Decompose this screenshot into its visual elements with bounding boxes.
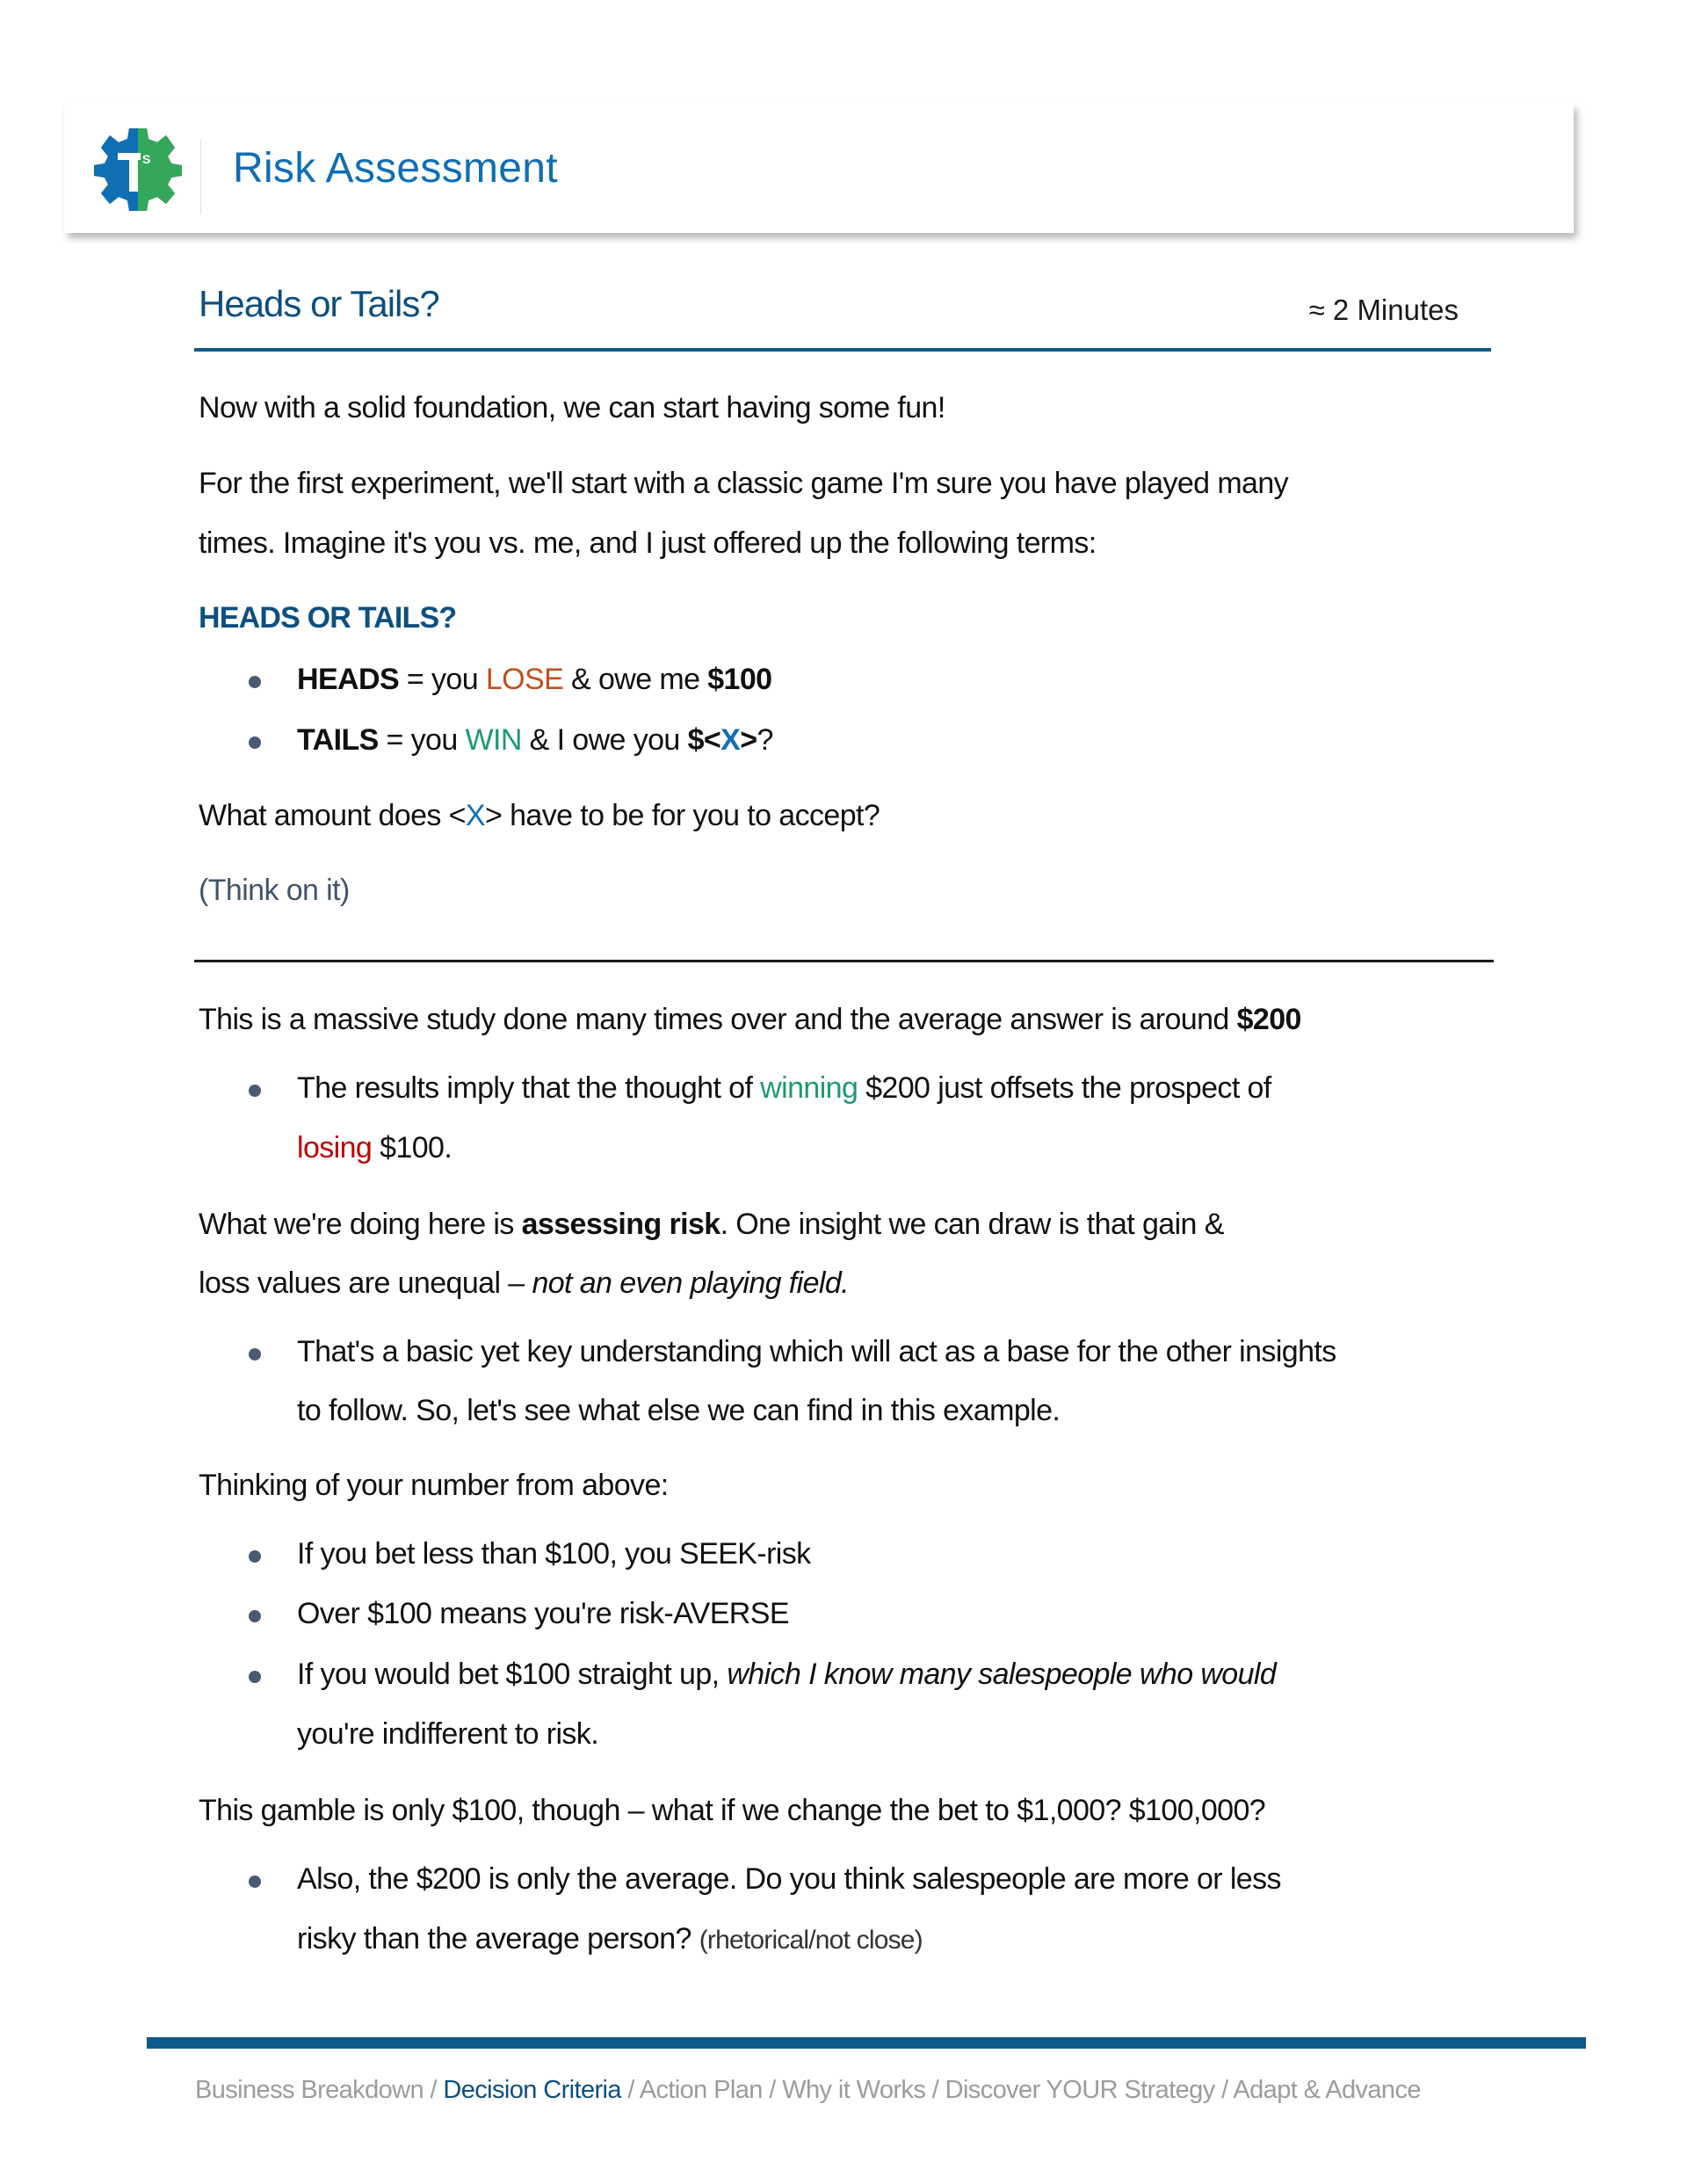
risk-averse-item: Over $100 means you're risk-AVERSE bbox=[297, 1597, 789, 1630]
losing-word: losing bbox=[297, 1131, 373, 1165]
question-pre: What amount does < bbox=[199, 799, 466, 832]
tails-term bbox=[297, 725, 773, 755]
footer-nav-business-breakdown[interactable]: Business Breakdown bbox=[195, 2076, 424, 2104]
footer-nav-discover-your-strategy[interactable]: Discover YOUR Strategy bbox=[945, 2076, 1215, 2104]
bullet-icon bbox=[249, 1085, 261, 1097]
section-underline bbox=[194, 348, 1491, 352]
heads-pre: = you bbox=[399, 663, 486, 696]
tails-pre: = you bbox=[378, 723, 466, 757]
bullet-icon bbox=[249, 1348, 261, 1360]
footer-breadcrumb bbox=[195, 2076, 1421, 2105]
question-post: > have to be for you to accept? bbox=[484, 799, 880, 832]
heads-or-tails-subheading: HEADS OR TAILS? bbox=[199, 601, 457, 635]
tails-amount-post: > bbox=[740, 723, 757, 757]
page-title: Risk Assessment bbox=[233, 145, 558, 192]
assessing-bold: assessing risk bbox=[521, 1208, 720, 1241]
section-divider bbox=[194, 960, 1494, 962]
basic-line2: to follow. So, let's see what else we can find in this example. bbox=[297, 1394, 1061, 1427]
risk-neutral-item-line1 bbox=[297, 1659, 1276, 1689]
assessing-line1 bbox=[199, 1209, 1224, 1239]
footer-bar bbox=[147, 2037, 1586, 2049]
also-line2 bbox=[297, 1924, 923, 1954]
think-on-it-text: (Think on it) bbox=[199, 874, 350, 907]
footer-nav-action-plan[interactable]: Action Plan bbox=[639, 2076, 763, 2104]
breadcrumb-separator: / bbox=[620, 2076, 640, 2104]
header-divider bbox=[200, 139, 201, 214]
breadcrumb-separator: / bbox=[1214, 2076, 1234, 2104]
bullet-icon bbox=[249, 1610, 261, 1622]
gear-1s-logo-icon bbox=[94, 127, 182, 213]
gamble-text: This gamble is only $100, though – what if we change the bet to $1,000? $100,000? bbox=[199, 1794, 1266, 1827]
assessing-post: . One insight we can draw is that gain & bbox=[720, 1208, 1224, 1241]
bullet-icon bbox=[249, 676, 261, 688]
breadcrumb-separator: / bbox=[424, 2076, 444, 2104]
question-text bbox=[199, 801, 880, 831]
risk-neutral-item-line2: you're indifferent to risk. bbox=[297, 1717, 599, 1751]
bullet-icon bbox=[249, 1671, 261, 1683]
tails-question-mark: ? bbox=[757, 723, 773, 757]
breadcrumb-separator: / bbox=[925, 2076, 945, 2104]
tails-label: TAILS bbox=[297, 723, 379, 757]
question-x: X bbox=[465, 799, 485, 832]
bullet-icon bbox=[249, 736, 261, 749]
seek-risk-item: If you bet less than $100, you SEEK-risk bbox=[297, 1537, 811, 1571]
intro-text: Now with a solid foundation, we can start having some fun! bbox=[199, 391, 945, 424]
experiment-text-line2: times. Imagine it's you vs. me, and I just offered up the following terms: bbox=[199, 526, 1097, 560]
heads-post: & owe me bbox=[563, 663, 708, 696]
results-line1 bbox=[297, 1073, 1271, 1103]
study-text bbox=[199, 1005, 1301, 1034]
heads-label: HEADS bbox=[297, 663, 400, 696]
tails-post: & I owe you bbox=[521, 723, 688, 757]
svg-text:S: S bbox=[142, 152, 151, 166]
assessing-pre: What we're doing here is bbox=[199, 1208, 522, 1241]
neutral-pre: If you would bet $100 straight up, bbox=[297, 1658, 728, 1691]
also-line2-text: risky than the average person? bbox=[297, 1922, 699, 1955]
results-post: $100. bbox=[372, 1131, 453, 1165]
header-card bbox=[64, 104, 1574, 233]
heads-amount: $100 bbox=[707, 663, 772, 696]
win-word: WIN bbox=[465, 723, 522, 757]
experiment-text-line1: For the first experiment, we'll start with a classic game I'm sure you have played many bbox=[199, 467, 1289, 500]
assessing-line2-pre: loss values are unequal – bbox=[199, 1266, 532, 1300]
bullet-icon bbox=[249, 1550, 261, 1563]
tails-amount-x: X bbox=[720, 723, 741, 757]
also-line1: Also, the $200 is only the average. Do you think salespeople are more or less bbox=[297, 1862, 1281, 1896]
rhetorical-aside: (rhetorical/not close) bbox=[699, 1926, 923, 1955]
winning-word: winning bbox=[760, 1071, 858, 1105]
lose-word: LOSE bbox=[485, 663, 564, 696]
footer-nav-why-it-works[interactable]: Why it Works bbox=[782, 2076, 926, 2104]
results-mid: $200 just offsets the prospect of bbox=[858, 1071, 1271, 1105]
footer-nav-decision-criteria[interactable]: Decision Criteria bbox=[443, 2076, 621, 2104]
footer-nav-adapt-advance[interactable]: Adapt & Advance bbox=[1233, 2076, 1421, 2104]
neutral-italic: which I know many salespeople who would bbox=[727, 1658, 1277, 1691]
duration-label: ≈ 2 Minutes bbox=[1308, 294, 1459, 326]
tails-amount-pre: $< bbox=[687, 723, 721, 757]
heads-term bbox=[297, 664, 772, 694]
study-amount: $200 bbox=[1236, 1003, 1301, 1036]
results-pre: The results imply that the thought of bbox=[297, 1071, 761, 1105]
assessing-line2-italic: not an even playing field. bbox=[532, 1266, 849, 1300]
study-pre: This is a massive study done many times over and the average answer is around bbox=[199, 1003, 1237, 1036]
thinking-text: Thinking of your number from above: bbox=[199, 1469, 669, 1502]
bullet-icon bbox=[249, 1876, 261, 1888]
breadcrumb-separator: / bbox=[762, 2076, 783, 2104]
assessing-line2 bbox=[199, 1268, 849, 1298]
results-line2 bbox=[297, 1133, 452, 1163]
section-title: Heads or Tails? bbox=[199, 283, 439, 324]
basic-line1: That's a basic yet key understanding which will act as a base for the other insights bbox=[297, 1335, 1336, 1368]
